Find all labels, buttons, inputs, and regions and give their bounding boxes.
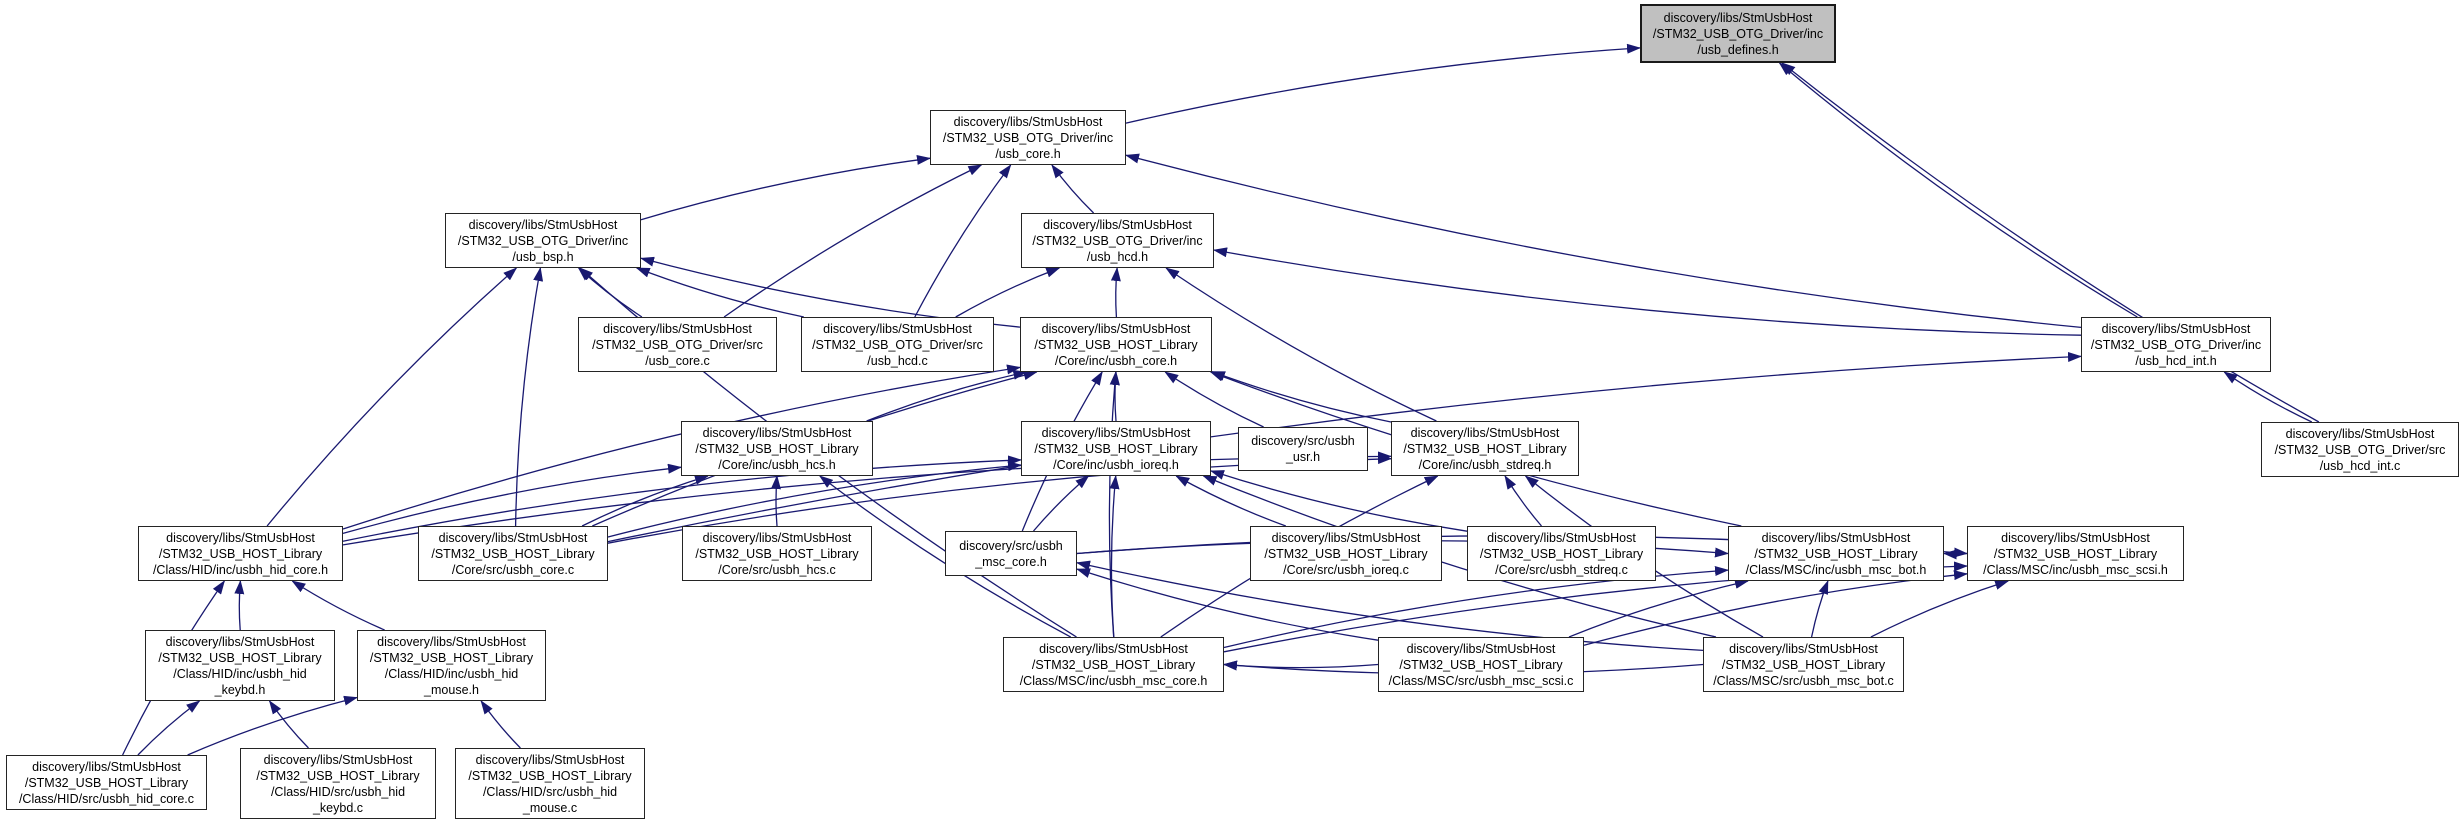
node-label-line: _usr.h — [1285, 450, 1321, 464]
node-usb-bsp-h[interactable] — [445, 213, 641, 268]
edge-usb_bsp_h-to-usb_core_h — [641, 158, 930, 219]
node-label-line: discovery/libs/StmUsbHost — [1043, 217, 1192, 232]
node-usbh-msc-scsi-h[interactable] — [1967, 526, 2184, 581]
edge-usbh_msc_core_inc_h-to-usbh_ioreq_h — [1111, 476, 1115, 637]
node-label-line: /STM32_USB_HOST_Library — [1403, 441, 1567, 456]
node-usbh-hid-core-c[interactable] — [6, 755, 207, 810]
node-label-line: /Core/src/usbh_stdreq.c — [1495, 562, 1628, 577]
node-label-line: /usb_core.c — [645, 353, 710, 368]
node-label-line: discovery/libs/StmUsbHost — [1041, 425, 1191, 440]
edge-usbh_msc_core_src_h-to-usbh_ioreq_h — [1034, 476, 1089, 531]
node-label-line: discovery/libs/StmUsbHost — [1039, 641, 1188, 656]
node-label-line: /Class/MSC/src/usbh_msc_scsi.c — [1388, 673, 1574, 688]
node-label-line: /STM32_USB_HOST_Library — [1993, 546, 2158, 561]
node-label-line: /STM32_USB_HOST_Library — [1479, 546, 1644, 561]
node-usbh-stdreq-h[interactable] — [1391, 421, 1579, 476]
node-label-line: /STM32_USB_HOST_Library — [158, 546, 323, 561]
node-label-line: /Core/src/usbh_hcs.c — [718, 562, 836, 577]
node-usbh-msc-bot-h[interactable] — [1728, 526, 1944, 581]
node-usb-defines-h[interactable] — [1640, 4, 1836, 63]
node-usbh-core-c[interactable] — [418, 526, 608, 581]
node-label-line: /STM32_USB_HOST_Library — [695, 546, 859, 561]
node-usbh-hcs-h[interactable] — [681, 421, 873, 476]
node-label-line: discovery/libs/StmUsbHost — [1663, 10, 1813, 25]
node-usb-core-c[interactable] — [578, 317, 777, 372]
edge-usbh_hcs_c-to-usbh_hcs_h — [776, 476, 777, 526]
node-label-line: discovery/src/usbh — [1251, 434, 1355, 448]
node-label-line: /Class/HID/inc/usbh_hid — [173, 666, 307, 681]
node-label-line: discovery/libs/StmUsbHost — [1271, 530, 1421, 545]
node-usb-hcd-h[interactable] — [1021, 213, 1214, 268]
node-label-line: /usb_hcd.h — [1086, 249, 1149, 264]
node-usbh-msc-bot-c[interactable] — [1703, 637, 1904, 692]
node-label-line: /STM32_USB_HOST_Library — [1031, 657, 1196, 672]
node-label-line: /STM32_USB_OTG_Driver/src — [812, 337, 983, 352]
edge-usbh_hid_core_c-to-usbh_hid_mouse_h — [188, 698, 357, 756]
edge-usbh_msc_bot_c-to-usbh_msc_scsi_h — [1871, 581, 2008, 637]
edge-usb_core_h-to-usb_defines_h — [1126, 48, 1640, 123]
node-label-line: discovery/libs/StmUsbHost — [468, 217, 618, 232]
edge-usbh_usr_h-to-usbh_core_h — [1165, 372, 1263, 427]
node-usbh-hid-mouse-c[interactable] — [455, 748, 645, 819]
edge-usb_hcd_int_h-to-usb_core_h — [1126, 155, 2081, 327]
node-usbh-ioreq-h[interactable] — [1021, 421, 1211, 476]
node-label-line: /Core/inc/usbh_core.h — [1054, 353, 1178, 368]
node-label-line: _keybd.h — [214, 682, 266, 697]
node-usbh-core-h[interactable] — [1020, 317, 1212, 372]
edge-usb_hcd_c-to-usb_hcd_h — [956, 268, 1060, 317]
node-usb-hcd-c[interactable] — [801, 317, 994, 372]
edge-usb_hcd_int_c-to-usb_hcd_int_h — [2224, 372, 2312, 422]
edge-usbh_core_h-to-usb_hcd_h — [1116, 268, 1117, 317]
node-usbh-hid-mouse-h[interactable] — [357, 630, 546, 701]
node-label-line: discovery/libs/StmUsbHost — [953, 114, 1103, 129]
node-label-line: discovery/libs/StmUsbHost — [603, 321, 752, 336]
node-label-line: discovery/libs/StmUsbHost — [702, 425, 852, 440]
node-usbh-msc-scsi-c[interactable] — [1378, 637, 1584, 692]
edge-usbh_hid_keybd_c-to-usbh_hid_keybd_h — [270, 701, 309, 748]
node-label-line: /STM32_USB_OTG_Driver/inc — [1652, 26, 1824, 41]
node-label-line: discovery/libs/StmUsbHost — [263, 752, 413, 767]
node-usbh-usr-h[interactable] — [1238, 427, 1368, 471]
edge-usb_hcd_h-to-usb_core_h — [1052, 165, 1094, 213]
edge-usbh_hid_mouse_h-to-usbh_hid_core_h — [292, 581, 384, 630]
node-label-line: /STM32_USB_HOST_Library — [369, 650, 534, 665]
edge-usbh_msc_bot_c-to-usbh_msc_bot_h — [1812, 581, 1828, 637]
node-label-line: /Class/MSC/inc/usbh_msc_scsi.h — [1983, 562, 2168, 577]
node-label-line: /Class/HID/inc/usbh_hid_core.h — [152, 562, 329, 577]
node-label-line: /Class/HID/src/usbh_hid — [270, 784, 406, 799]
node-label-line: /STM32_USB_OTG_Driver/src — [2274, 442, 2446, 457]
node-label-line: /STM32_USB_HOST_Library — [24, 775, 189, 790]
node-label-line: _mouse.h — [424, 682, 479, 697]
node-label-line: /usb_core.h — [995, 146, 1061, 161]
node-label-line: discovery/libs/StmUsbHost — [377, 634, 526, 649]
node-usbh-stdreq-c[interactable] — [1467, 526, 1656, 581]
node-label-line: discovery/libs/StmUsbHost — [475, 752, 625, 767]
node-label-line: /STM32_USB_HOST_Library — [1264, 546, 1428, 561]
node-label-line: /Core/src/usbh_ioreq.c — [1283, 562, 1409, 577]
node-label-line: /STM32_USB_OTG_Driver/inc — [2090, 337, 2262, 352]
edge-usbh_stdreq_c-to-usbh_stdreq_h — [1505, 476, 1542, 526]
node-label-line: discovery/libs/StmUsbHost — [166, 530, 315, 545]
node-label-line: _mouse.c — [522, 800, 578, 815]
node-label-line: /usb_hcd.c — [867, 353, 928, 368]
node-label-line: discovery/libs/StmUsbHost — [1487, 530, 1636, 545]
node-label-line: /STM32_USB_OTG_Driver/inc — [457, 233, 629, 248]
edge-usb_hcd_c-to-usb_core_h — [915, 165, 1011, 317]
node-usbh-hcs-c[interactable] — [682, 526, 872, 581]
node-label-line: /usb_bsp.h — [512, 249, 574, 264]
node-label-line: discovery/libs/StmUsbHost — [2101, 321, 2251, 336]
node-label-line: /STM32_USB_HOST_Library — [1721, 657, 1886, 672]
node-usb-hcd-int-h[interactable] — [2081, 317, 2271, 372]
node-label-line: /Class/MSC/inc/usbh_msc_core.h — [1019, 673, 1208, 688]
edge-usb_hcd_c-to-usb_bsp_h — [637, 268, 804, 317]
node-label-line: _keybd.c — [312, 800, 364, 815]
node-usbh-msc-core-src-h[interactable] — [945, 531, 1077, 576]
edge-usbh_hid_keybd_h-to-usbh_hid_core_h — [239, 581, 240, 630]
edge-usb_hcd_int_h-to-usb_defines_h — [1780, 63, 2138, 317]
node-label-line: /Class/HID/src/usbh_hid_core.c — [18, 791, 195, 806]
node-label-line: /STM32_USB_HOST_Library — [695, 441, 859, 456]
node-label-line: /STM32_USB_HOST_Library — [1399, 657, 1563, 672]
node-usbh-hid-core-h[interactable] — [138, 526, 343, 581]
node-label-line: discovery/src/usbh — [959, 538, 1063, 553]
node-label-line: /Core/src/usbh_core.c — [451, 562, 575, 577]
node-label-line: discovery/libs/StmUsbHost — [438, 530, 588, 545]
node-label-line: discovery/libs/StmUsbHost — [2001, 530, 2150, 545]
edge-usbh_hid_mouse_c-to-usbh_hid_mouse_h — [481, 701, 520, 748]
edge-usbh_msc_scsi_c-to-usbh_msc_bot_h — [1569, 581, 1748, 637]
node-label-line: /Core/inc/usbh_stdreq.h — [1418, 457, 1552, 472]
node-label-line: /Class/HID/inc/usbh_hid — [384, 666, 519, 681]
edge-usbh_msc_scsi_c-to-usbh_msc_scsi_h — [1584, 574, 1967, 646]
node-label-line: discovery/libs/StmUsbHost — [165, 634, 315, 649]
node-label-line: _msc_core.h — [975, 554, 1047, 569]
node-label-line: /STM32_USB_OTG_Driver/inc — [942, 130, 1114, 145]
node-label-line: /Core/inc/usbh_ioreq.h — [1053, 457, 1179, 472]
node-label-line: /STM32_USB_OTG_Driver/inc — [1032, 233, 1203, 248]
node-label-line: /STM32_USB_HOST_Library — [1034, 441, 1198, 456]
node-label-line: discovery/libs/StmUsbHost — [2285, 426, 2435, 441]
node-usb-hcd-int-c[interactable] — [2261, 422, 2459, 477]
node-label-line: discovery/libs/StmUsbHost — [1041, 321, 1191, 336]
node-label-line: /STM32_USB_HOST_Library — [468, 768, 632, 783]
node-label-line: /usb_hcd_int.h — [2135, 353, 2217, 368]
node-label-line: discovery/libs/StmUsbHost — [1761, 530, 1911, 545]
node-usb-core-h[interactable] — [930, 110, 1126, 165]
node-usbh-msc-core-inc-h[interactable] — [1003, 637, 1224, 692]
node-label-line: discovery/libs/StmUsbHost — [1406, 641, 1556, 656]
node-label-line: /STM32_USB_HOST_Library — [431, 546, 595, 561]
edge-usbh_core_c-to-usbh_hcs_h — [582, 476, 708, 526]
node-label-line: /STM32_USB_HOST_Library — [158, 650, 322, 665]
edge-usbh_hid_core_c-to-usbh_hid_keybd_h — [138, 701, 200, 755]
edge-usbh_core_c-to-usb_bsp_h — [516, 268, 541, 526]
node-label-line: discovery/libs/StmUsbHost — [1410, 425, 1560, 440]
node-label-line: /STM32_USB_HOST_Library — [1034, 337, 1198, 352]
node-label-line: /Core/inc/usbh_hcs.h — [718, 457, 836, 472]
node-label-line: discovery/libs/StmUsbHost — [1729, 641, 1878, 656]
node-label-line: /STM32_USB_HOST_Library — [256, 768, 420, 783]
edge-usbh_ioreq_c-to-usbh_ioreq_h — [1176, 476, 1286, 526]
node-label-line: discovery/libs/StmUsbHost — [32, 759, 181, 774]
node-label-line: discovery/libs/StmUsbHost — [823, 321, 972, 336]
edge-usb_hcd_int_h-to-usb_hcd_h — [1214, 250, 2081, 335]
node-label-line: /STM32_USB_OTG_Driver/src — [592, 337, 763, 352]
node-label-line: /usb_defines.h — [1697, 42, 1779, 57]
node-label-line: /Class/MSC/inc/usbh_msc_bot.h — [1745, 562, 1927, 577]
node-label-line: /Class/HID/src/usbh_hid — [482, 784, 618, 799]
node-label-line: /usb_hcd_int.c — [2319, 458, 2401, 473]
node-label-line: /STM32_USB_HOST_Library — [1754, 546, 1918, 561]
node-label-line: discovery/libs/StmUsbHost — [702, 530, 852, 545]
node-label-line: /Class/MSC/src/usbh_msc_bot.c — [1713, 673, 1894, 688]
node-usbh-hid-keybd-c[interactable] — [240, 748, 436, 819]
node-usbh-ioreq-c[interactable] — [1250, 526, 1442, 581]
node-usbh-hid-keybd-h[interactable] — [145, 630, 335, 701]
